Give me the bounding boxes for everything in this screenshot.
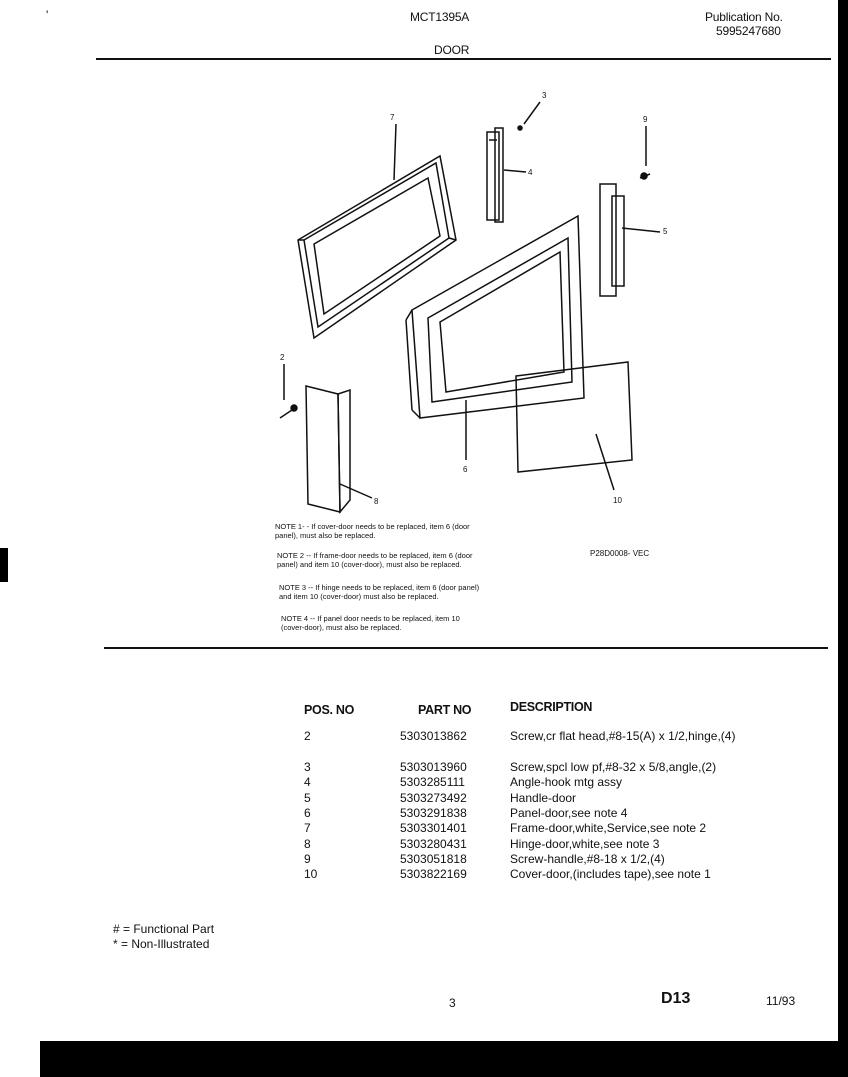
page-number: 3 bbox=[449, 996, 456, 1010]
hinge-door-part bbox=[306, 386, 340, 512]
door-exploded-diagram bbox=[260, 88, 680, 518]
section-code: D13 bbox=[661, 990, 691, 1007]
callout-9: 9 bbox=[643, 115, 648, 124]
callout-5: 5 bbox=[663, 227, 668, 236]
header-pos-no: POS. NO bbox=[304, 703, 354, 717]
note-3: NOTE 3 -- If hinge needs to be replaced, item 6 (door panel) and item 10 (cover-door) must also be replaced. bbox=[279, 583, 480, 601]
callout-4: 4 bbox=[528, 168, 533, 177]
note-4: NOTE 4 -- If panel door needs to be replaced, item 10 (cover-door), must also be replaced. bbox=[281, 614, 460, 632]
corner-mark: ' bbox=[46, 8, 49, 22]
callout-6: 6 bbox=[463, 465, 468, 474]
legend-functional: # = Functional Part bbox=[113, 922, 215, 936]
callout-2: 2 bbox=[280, 353, 285, 362]
publication-number: 5995247680 bbox=[716, 24, 781, 38]
header-description: DESCRIPTION bbox=[510, 700, 593, 714]
cover-door-part bbox=[516, 362, 632, 472]
note-2: NOTE 2 -- If frame-door needs to be replaced, item 6 (door panel) and item 10 (cover-door), must also be replaced. bbox=[277, 551, 473, 569]
frame-door-part bbox=[298, 156, 456, 338]
callout-7: 7 bbox=[390, 113, 395, 122]
notes-rule bbox=[104, 647, 828, 649]
scan-edge-bottom bbox=[40, 1041, 842, 1077]
handle-door-part bbox=[600, 184, 616, 296]
callout-8: 8 bbox=[374, 497, 379, 506]
revision-date: 11/93 bbox=[766, 994, 796, 1008]
callout-3: 3 bbox=[542, 91, 547, 100]
header-part-no: PART NO bbox=[418, 703, 472, 717]
figure-code: P28D0008- VEC bbox=[590, 549, 650, 558]
model-number: MCT1395A bbox=[410, 10, 470, 24]
note-1: NOTE 1- - If cover-door needs to be replaced, item 6 (door panel), must also be replaced. bbox=[275, 522, 470, 540]
section-title: DOOR bbox=[434, 43, 470, 57]
callout-10: 10 bbox=[613, 496, 622, 505]
header-rule bbox=[96, 58, 831, 60]
publication-label: Publication No. bbox=[705, 10, 783, 24]
scan-edge-right bbox=[838, 0, 848, 1077]
scan-edge-left bbox=[0, 548, 8, 582]
angle-hook-part bbox=[487, 132, 499, 220]
legend-non-illustrated: * = Non-Illustrated bbox=[113, 937, 210, 951]
